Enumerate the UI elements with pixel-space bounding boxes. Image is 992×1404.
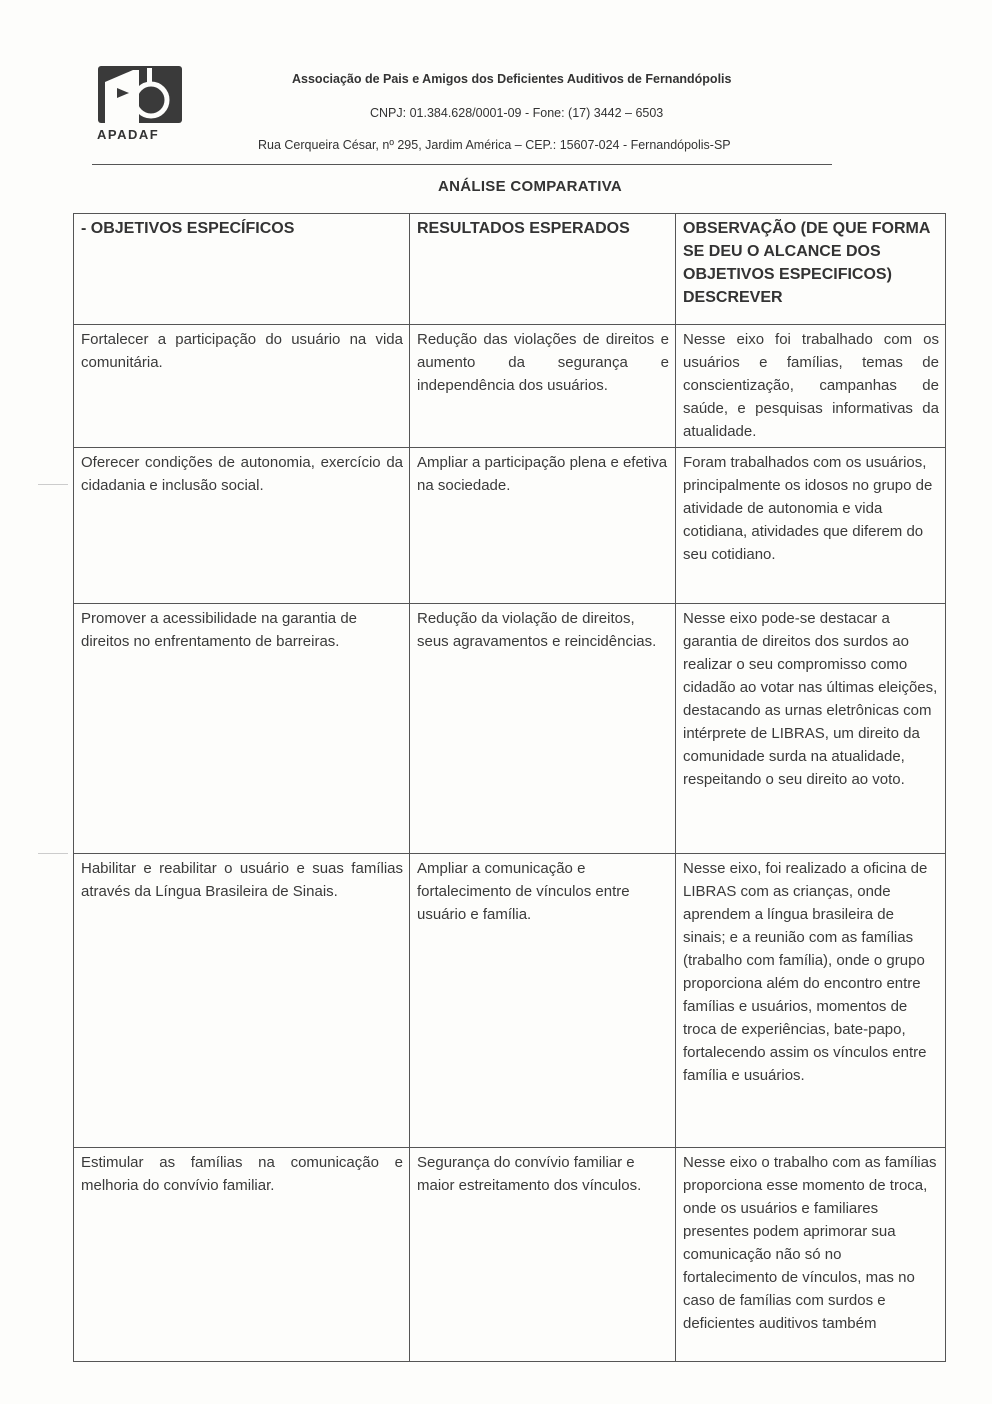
address-line: Rua Cerqueira César, nº 295, Jardim América – CEP.: 15607-024 - Fernandópolis-SP (258, 138, 731, 152)
expected-cell: Ampliar a participação plena e efetiva na sociedade. (410, 448, 676, 604)
table-header-row (74, 214, 946, 325)
expected-cell: Segurança do convívio familiar e maior estreitamento dos vínculos. (410, 1148, 676, 1362)
header-expected-results: RESULTADOS ESPERADOS (410, 214, 676, 325)
header-divider (92, 164, 832, 165)
expected-cell: Redução das violações de direitos e aumento da segurança e independência dos usuários. (410, 325, 676, 448)
observation-cell: Nesse eixo pode-se destacar a garantia de direitos dos surdos ao realizar o seu compromisso como cidadão ao votar nas últimas eleições, destacando as urnas eletrônicas com intérprete de LIBRAS, um direito da comunidade surda na atualidade, respeitando o seu direito ao voto. (676, 604, 946, 854)
comparative-table (73, 213, 946, 1362)
expected-cell: Redução da violação de direitos, seus agravamentos e reincidências. (410, 604, 676, 854)
expected-cell: Ampliar a comunicação e fortalecimento de vínculos entre usuário e família. (410, 854, 676, 1148)
table-row (74, 854, 946, 1148)
objective-cell: Oferecer condições de autonomia, exercício da cidadania e inclusão social. (74, 448, 410, 604)
organization-name: Associação de Pais e Amigos dos Deficientes Auditivos de Fernandópolis (292, 72, 732, 86)
page-title: ANÁLISE COMPARATIVA (437, 178, 623, 195)
objective-cell: Estimular as famílias na comunicação e melhoria do convívio familiar. (74, 1148, 410, 1362)
objective-cell: Fortalecer a participação do usuário na vida comunitária. (74, 325, 410, 448)
objective-cell: Promover a acessibilidade na garantia de direitos no enfrentamento de barreiras. (74, 604, 410, 854)
header-objectives: - OBJETIVOS ESPECÍFICOS (74, 214, 410, 325)
contact-line: CNPJ: 01.384.628/0001-09 - Fone: (17) 3442 – 6503 (370, 106, 664, 120)
observation-cell: Nesse eixo, foi realizado a oficina de LIBRAS com as crianças, onde aprendem a língua brasileira de sinais; e a reunião com as famílias (trabalho com família), onde o grupo proporciona além do encontro entre famílias e usuários, momentos de troca de experiências, bate-papo, fortalecendo assim os vínculos entre família e usuários. (676, 854, 946, 1148)
table-row (74, 325, 946, 448)
margin-mark (38, 853, 68, 854)
observation-cell: Nesse eixo o trabalho com as famílias proporciona esse momento de troca, onde os usuários e familiares presentes podem aprimorar sua comunicação não só no fortalecimento de vínculos, mas no caso de famílias com surdos e deficientes auditivos também (676, 1148, 946, 1362)
logo-text: APADAF (97, 127, 160, 142)
table-row (74, 604, 946, 854)
table-row (74, 1148, 946, 1362)
table-row (74, 448, 946, 604)
observation-cell: Foram trabalhados com os usuários, principalmente os idosos no grupo de atividade de autonomia e vida cotidiana, atividades que diferem do seu cotidiano. (676, 448, 946, 604)
header-observation: OBSERVAÇÃO (DE QUE FORMA SE DEU O ALCANCE DOS OBJETIVOS ESPECIFICOS) DESCREVER (676, 214, 946, 325)
margin-mark (38, 484, 68, 485)
observation-cell: Nesse eixo foi trabalhado com os usuários e famílias, temas de conscientização, campanhas de saúde, e pesquisas informativas da atualidade. (676, 325, 946, 448)
objective-cell: Habilitar e reabilitar o usuário e suas famílias através da Língua Brasileira de Sinais. (74, 854, 410, 1148)
